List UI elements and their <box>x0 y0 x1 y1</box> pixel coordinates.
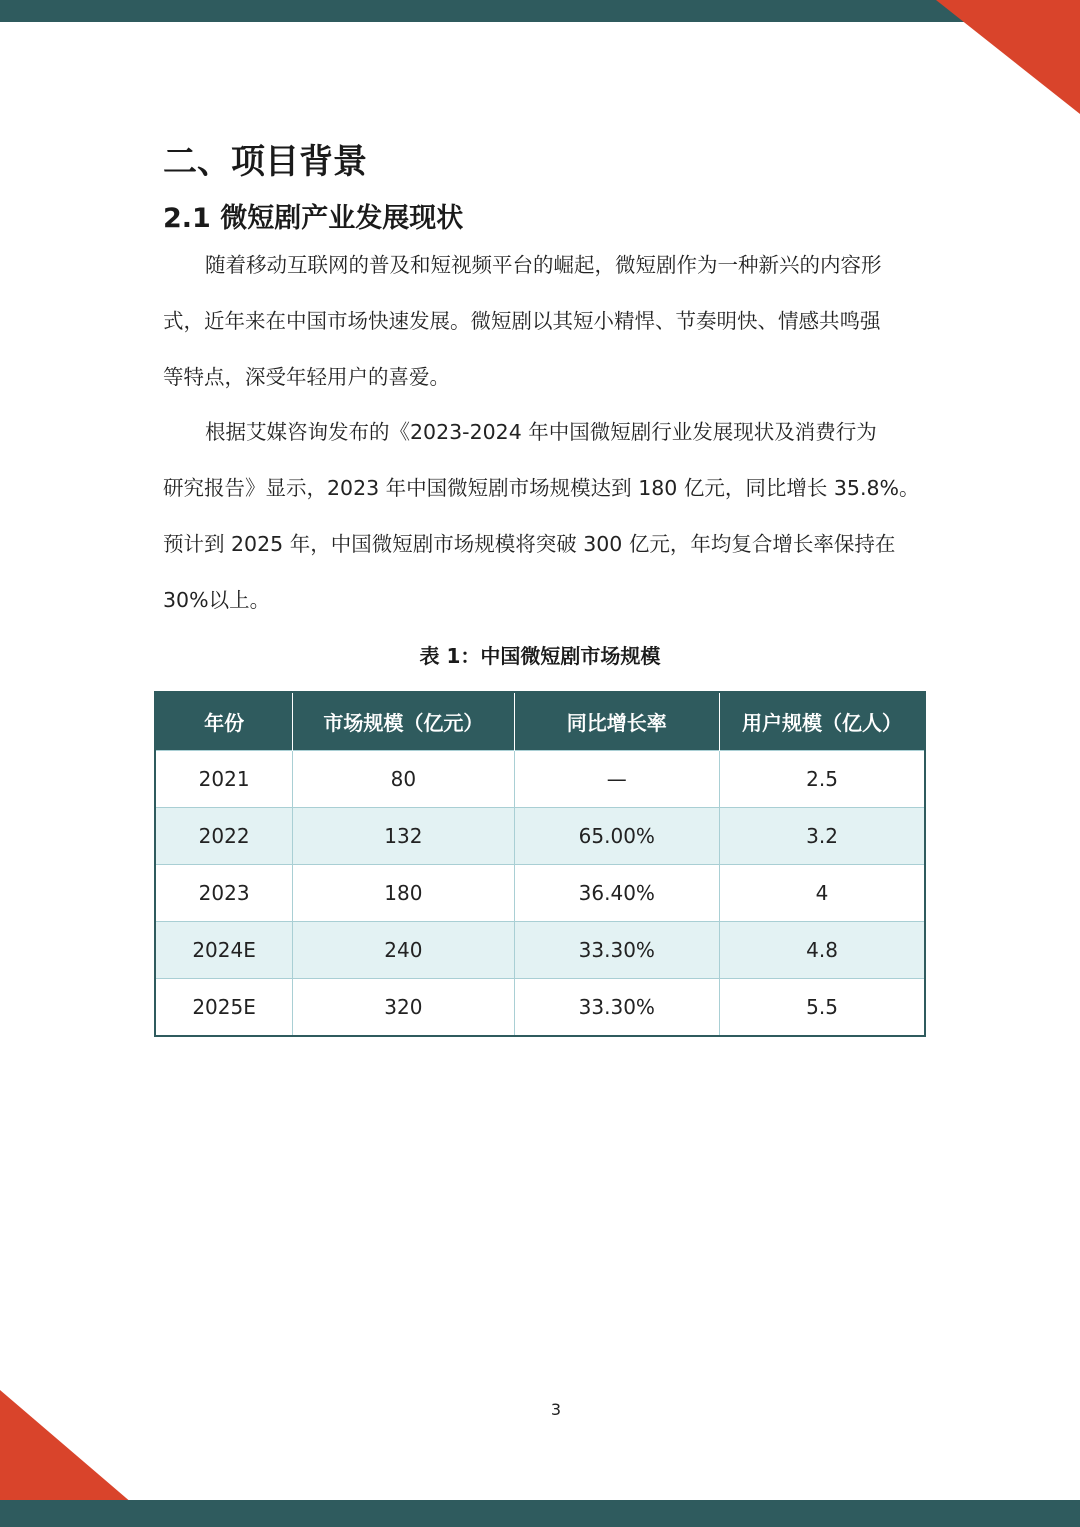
page-number: 3 <box>550 1400 562 1419</box>
cell-year: 2021 <box>155 751 293 808</box>
intro-paragraph <box>163 237 918 405</box>
header-growth-rate: 同比增长率 <box>514 692 720 751</box>
header-market-size: 市场规模（亿元） <box>293 692 514 751</box>
cell-growth-rate: — <box>514 751 720 808</box>
top-decor-bar <box>0 0 1080 22</box>
header-year: 年份 <box>155 692 293 751</box>
cell-market-size: 132 <box>293 808 514 865</box>
cell-growth-rate: 36.40% <box>514 865 720 922</box>
top-corner-triangle <box>936 0 1080 114</box>
table-caption: 表 1：中国微短剧市场规模 <box>419 644 661 668</box>
cell-market-size: 320 <box>293 979 514 1037</box>
cell-user-scale: 4 <box>720 865 925 922</box>
paragraph-line: 等特点，深受年轻用户的喜爱。 <box>163 365 450 389</box>
market-size-table <box>154 691 926 1037</box>
cell-year: 2025E <box>155 979 293 1037</box>
cell-user-scale: 5.5 <box>720 979 925 1037</box>
header-user-scale: 用户规模（亿人） <box>720 692 925 751</box>
paragraph-line: 式，近年来在中国市场快速发展。微短剧以其短小精悍、节奏明快、情感共鸣强 <box>163 309 881 333</box>
cell-year: 2023 <box>155 865 293 922</box>
table-row <box>155 808 925 865</box>
cell-year: 2024E <box>155 922 293 979</box>
table-row <box>155 751 925 808</box>
cell-user-scale: 4.8 <box>720 922 925 979</box>
cell-user-scale: 2.5 <box>720 751 925 808</box>
cell-growth-rate: 33.30% <box>514 922 720 979</box>
table-header-row <box>155 692 925 751</box>
cell-market-size: 180 <box>293 865 514 922</box>
table-row <box>155 865 925 922</box>
paragraph-line: 预计到 2025 年，中国微短剧市场规模将突破 300 亿元，年均复合增长率保持在 <box>163 532 896 556</box>
cell-growth-rate: 33.30% <box>514 979 720 1037</box>
cell-market-size: 240 <box>293 922 514 979</box>
paragraph-line: 研究报告》显示，2023 年中国微短剧市场规模达到 180 亿元，同比增长 35.8%。 <box>163 476 920 500</box>
cell-user-scale: 3.2 <box>720 808 925 865</box>
subsection-title: 2.1 微短剧产业发展现状 <box>163 203 464 234</box>
cell-growth-rate: 65.00% <box>514 808 720 865</box>
table-row <box>155 922 925 979</box>
section-title: 二、项目背景 <box>163 142 367 182</box>
bottom-decor-bar <box>0 1500 1080 1527</box>
market-paragraph <box>163 404 918 628</box>
paragraph-line: 30%以上。 <box>163 588 271 612</box>
paragraph-line: 随着移动互联网的普及和短视频平台的崛起，微短剧作为一种新兴的内容形 <box>205 253 882 277</box>
table-row <box>155 979 925 1037</box>
paragraph-line: 根据艾媒咨询发布的《2023-2024 年中国微短剧行业发展现状及消费行为 <box>205 420 877 444</box>
cell-year: 2022 <box>155 808 293 865</box>
cell-market-size: 80 <box>293 751 514 808</box>
